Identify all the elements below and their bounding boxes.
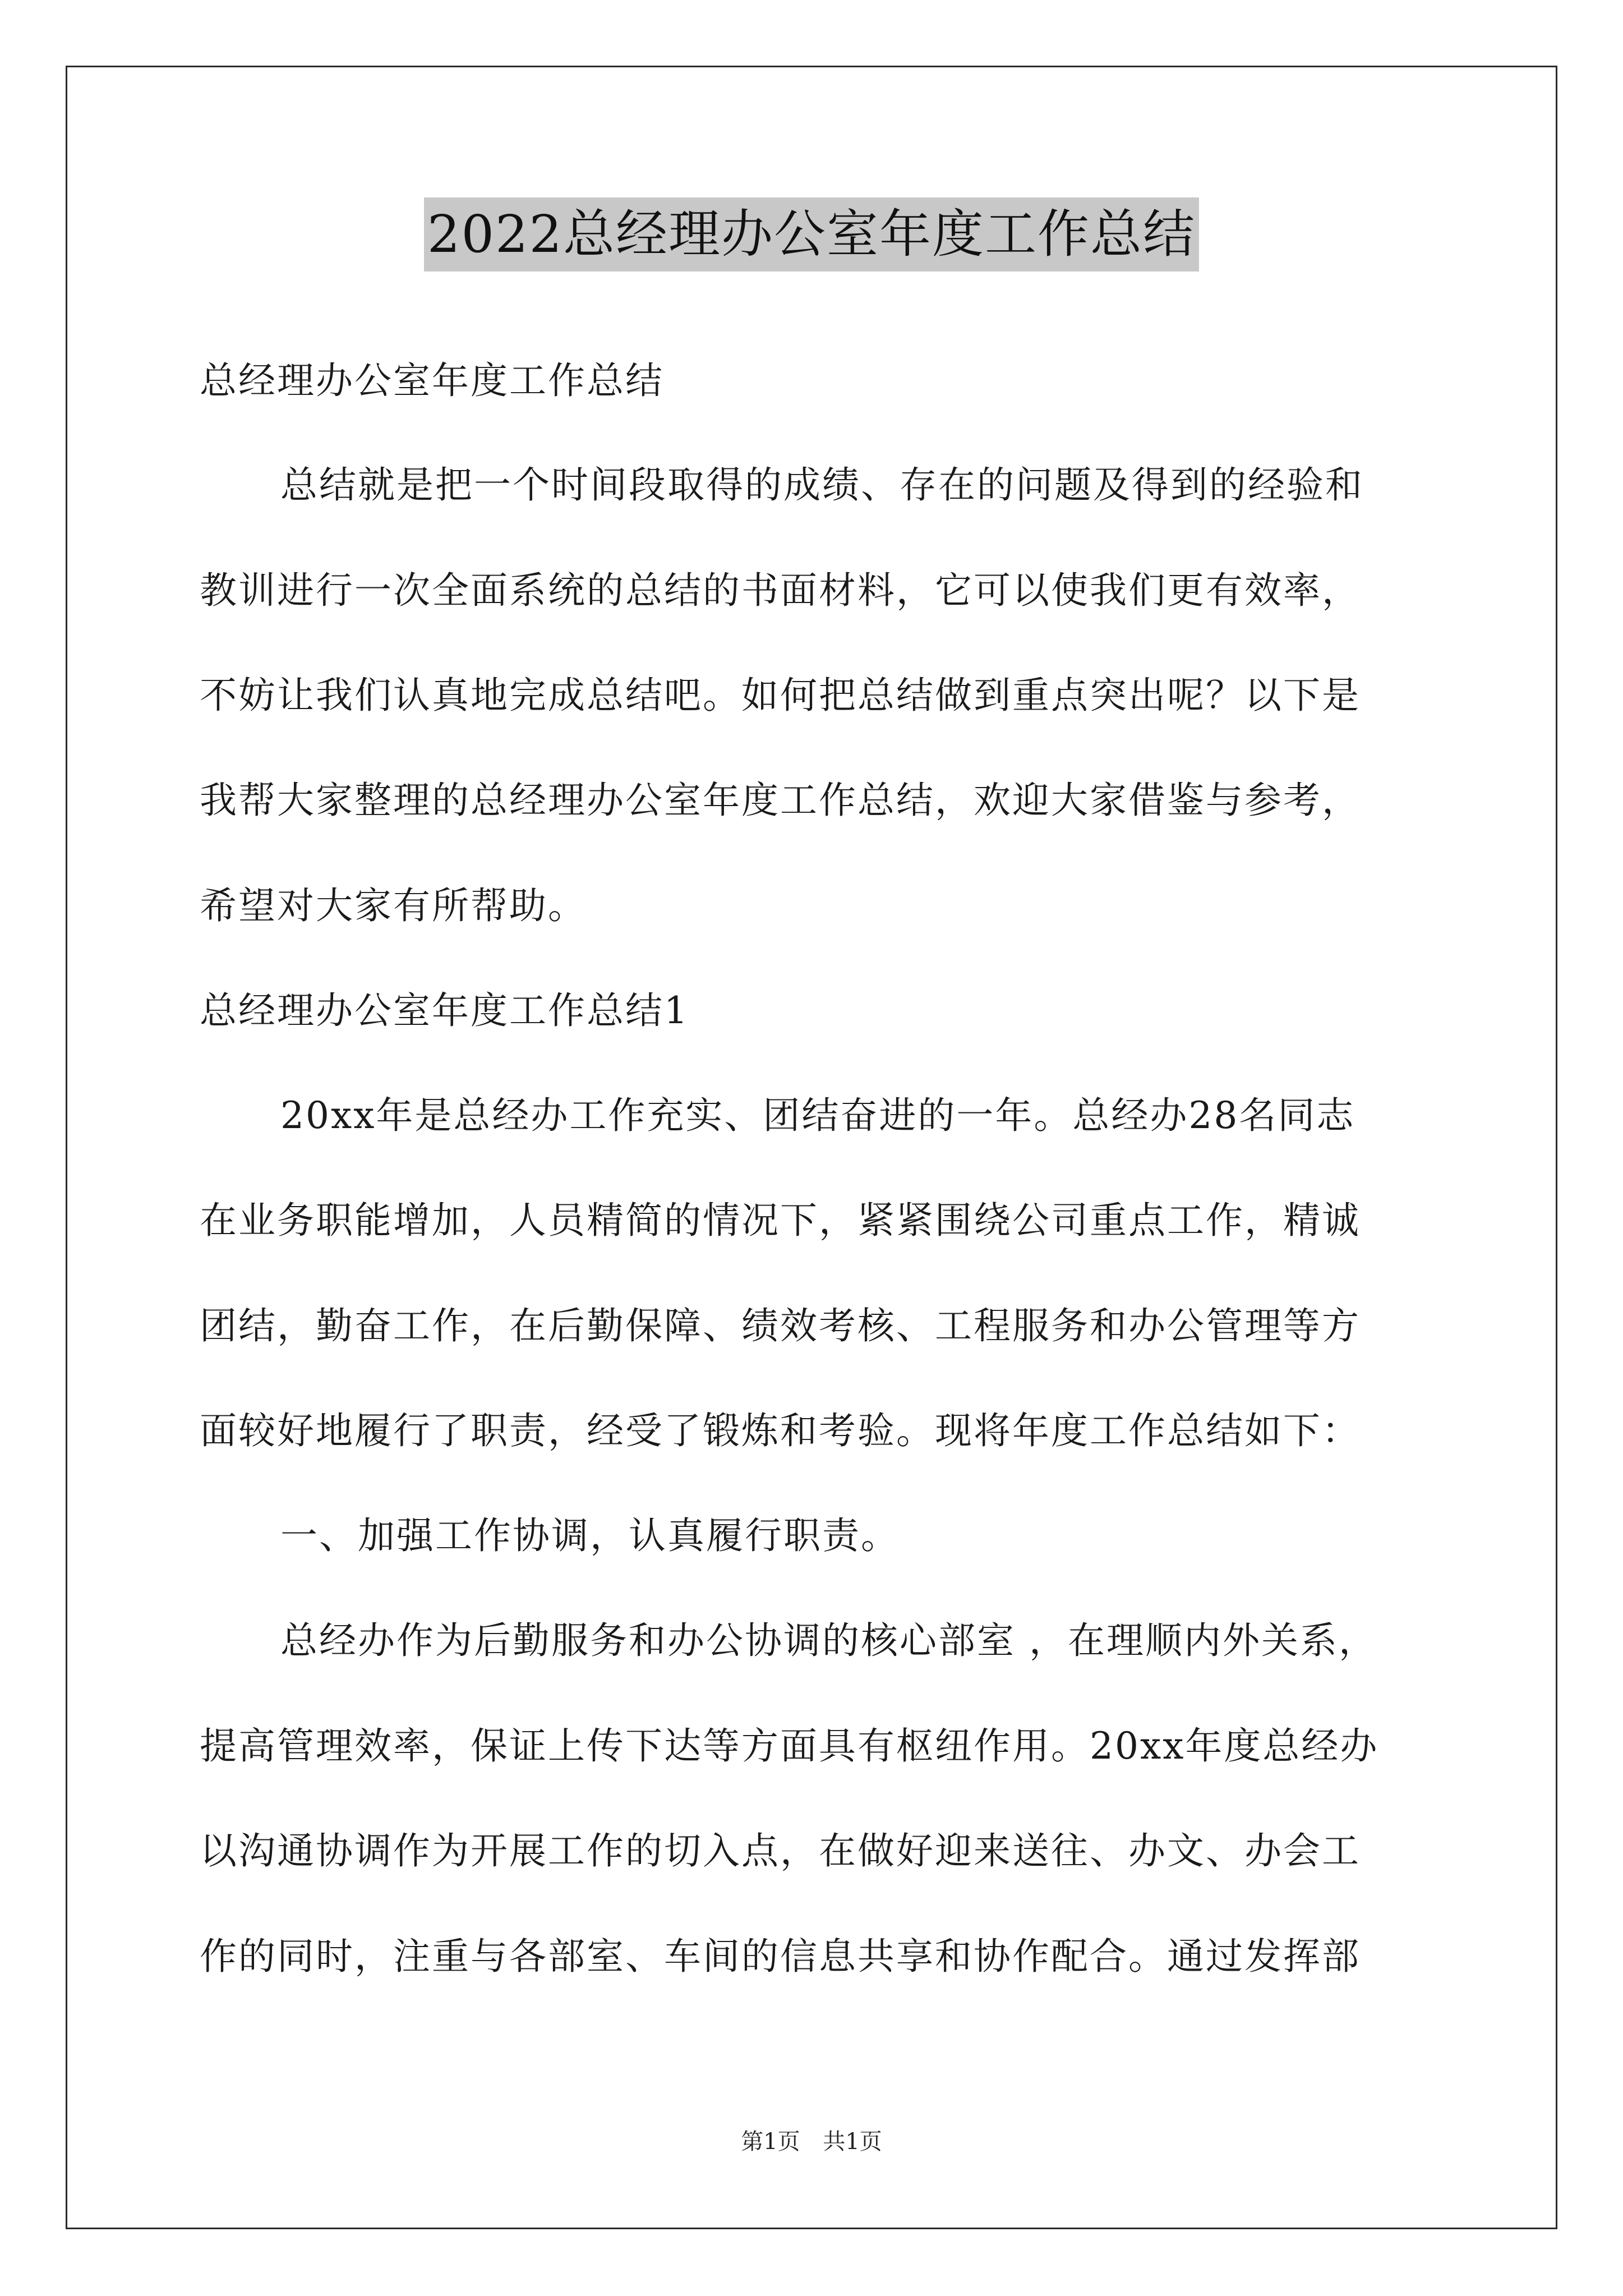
paragraph-line: 希望对大家有所帮助。 xyxy=(200,884,587,927)
paragraph-line: 团结，勤奋工作，在后勤保障、绩效考核、工程服务和办公管理等方 xyxy=(200,1304,1361,1347)
paragraph-line: 在业务职能增加，人员精简的情况下，紧紧围绕公司重点工作，精诚 xyxy=(200,1199,1361,1242)
paragraph-line: 总经办作为后勤服务和办公协调的核心部室 ，在理顺内外关系， xyxy=(280,1619,1377,1662)
page-number: 第1页 xyxy=(741,2129,800,2155)
paragraph-line: 总结就是把一个时间段取得的成绩、存在的问题及得到的经验和 xyxy=(280,463,1364,507)
paragraph-line: 提高管理效率，保证上传下达等方面具有枢纽作用。20xx年度总经办 xyxy=(200,1724,1379,1768)
title-container xyxy=(0,197,1623,272)
page-footer xyxy=(0,2125,1623,2159)
paragraph-line: 教训进行一次全面系统的总结的书面材料，它可以使我们更有效率， xyxy=(200,569,1361,612)
page-count: 共1页 xyxy=(823,2129,882,2155)
paragraph-line: 作的同时，注重与各部室、车间的信息共享和协作配合。通过发挥部 xyxy=(200,1935,1361,1978)
section-heading: 总经理办公室年度工作总结1 xyxy=(200,989,689,1032)
section-heading: 总经理办公室年度工作总结 xyxy=(200,359,664,402)
paragraph-line: 不妨让我们认真地完成总结吧。如何把总结做到重点突出呢？以下是 xyxy=(200,674,1361,717)
paragraph-line: 以沟通协调作为开展工作的切入点，在做好迎来送往、办文、办会工 xyxy=(200,1829,1361,1872)
paragraph-line: 面较好地履行了职责，经受了锻炼和考验。现将年度工作总结如下： xyxy=(200,1409,1361,1452)
document-title: 2022总经理办公室年度工作总结 xyxy=(424,197,1199,272)
subsection-heading: 一、加强工作协调，认真履行职责。 xyxy=(280,1514,900,1557)
paragraph-line: 我帮大家整理的总经理办公室年度工作总结，欢迎大家借鉴与参考， xyxy=(200,779,1361,822)
paragraph-line: 20xx年是总经办工作充实、团结奋进的一年。总经办28名同志 xyxy=(280,1094,1355,1137)
